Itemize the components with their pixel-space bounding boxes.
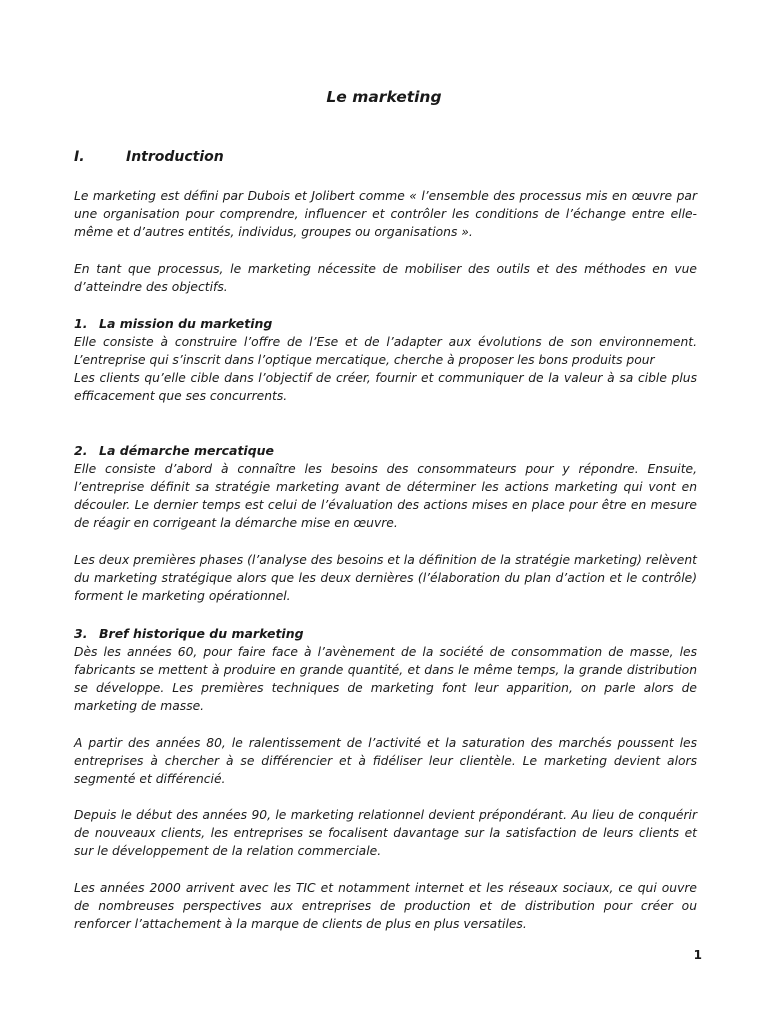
section-title: Bref historique du marketing xyxy=(99,626,304,641)
section-demarche xyxy=(74,442,697,532)
section-demarche-paragraph-2-block xyxy=(74,551,697,605)
section-heading xyxy=(74,625,697,643)
section-paragraph: Les années 2000 arrivent avec les TIC et notamment internet et les réseaux sociaux, ce qui ouvre de nombreuses perspectives aux entreprises de production et de distribution pour créer ou renforcer l’attachement à la marque de clients de plus en plus versatiles. xyxy=(74,881,697,931)
page-number: 1 xyxy=(693,948,702,962)
introduction-title: Introduction xyxy=(126,149,224,165)
section-heading xyxy=(74,315,697,333)
intro-paragraph: En tant que processus, le marketing nécessite de mobiliser des outils et des méthodes en vue d’atteindre des objectifs. xyxy=(74,262,697,294)
history-paragraph-90s-block xyxy=(74,806,697,860)
section-number: 2. xyxy=(74,443,88,458)
section-historique xyxy=(74,625,697,715)
section-paragraph: Elle consiste à construire l’offre de l’Ese et de l’adapter aux évolutions de son environnement. L’entreprise qui s’inscrit dans l’optique mercatique, cherche à proposer les bons produits pour xyxy=(74,335,697,367)
intro-paragraph: Le marketing est défini par Dubois et Jolibert comme « l’ensemble des processus mis en œuvre par une organisation pour comprendre, influencer et contrôler les conditions de l’échange entre elle-même et d’autres entités, individus, groupes ou organisations ». xyxy=(74,189,697,239)
intro-paragraph-1-block xyxy=(74,187,697,241)
section-mission xyxy=(74,315,697,405)
section-number: 1. xyxy=(74,316,88,331)
section-paragraph: Dès les années 60, pour faire face à l’avènement de la société de consommation de masse, les fabricants se mettent à produire en grande quantité, et dans le même temps, la grande distribution se développe. Les premières techniques de marketing font leur apparition, on parle alors de marketing de masse. xyxy=(74,645,697,713)
section-paragraph: Les clients qu’elle cible dans l’objectif de créer, fournir et communiquer de la valeur à sa cible plus efficacement que ses concurrents. xyxy=(74,371,697,403)
intro-paragraph-2-block xyxy=(74,260,697,296)
introduction-number: I. xyxy=(74,149,85,165)
section-paragraph: Depuis le début des années 90, le marketing relationnel devient prépondérant. Au lieu de conquérir de nouveaux clients, les entreprises se focalisent davantage sur la satisfaction de leurs clients et sur le développement de la relation commerciale. xyxy=(74,808,697,858)
section-title: La démarche mercatique xyxy=(99,443,275,458)
section-paragraph: Les deux premières phases (l’analyse des besoins et la définition de la stratégie marketing) relèvent du marketing stratégique alors que les deux dernières (l’élaboration du plan d’action et le contrôle) forment le marketing opérationnel. xyxy=(74,553,697,603)
section-number: 3. xyxy=(74,626,88,641)
section-paragraph: A partir des années 80, le ralentissement de l’activité et la saturation des marchés poussent les entreprises à chercher à se différencier et à fidéliser leur clientèle. Le marketing devient alors segmenté et différencié. xyxy=(74,736,697,786)
document-title: Le marketing xyxy=(326,88,442,106)
section-heading xyxy=(74,442,697,460)
introduction-heading xyxy=(74,149,224,165)
section-paragraph: Elle consiste d’abord à connaître les besoins des consommateurs pour y répondre. Ensuite, l’entreprise définit sa stratégie marketing avant de déterminer les actions marketing qui vont en découler. Le dernier temps est celui de l’évaluation des actions mises en place pour être en mesure de réagir en corrigeant la démarche mise en œuvre. xyxy=(74,462,697,530)
history-paragraph-2000s-block xyxy=(74,879,697,933)
section-title: La mission du marketing xyxy=(99,316,273,331)
history-paragraph-80s-block xyxy=(74,734,697,788)
